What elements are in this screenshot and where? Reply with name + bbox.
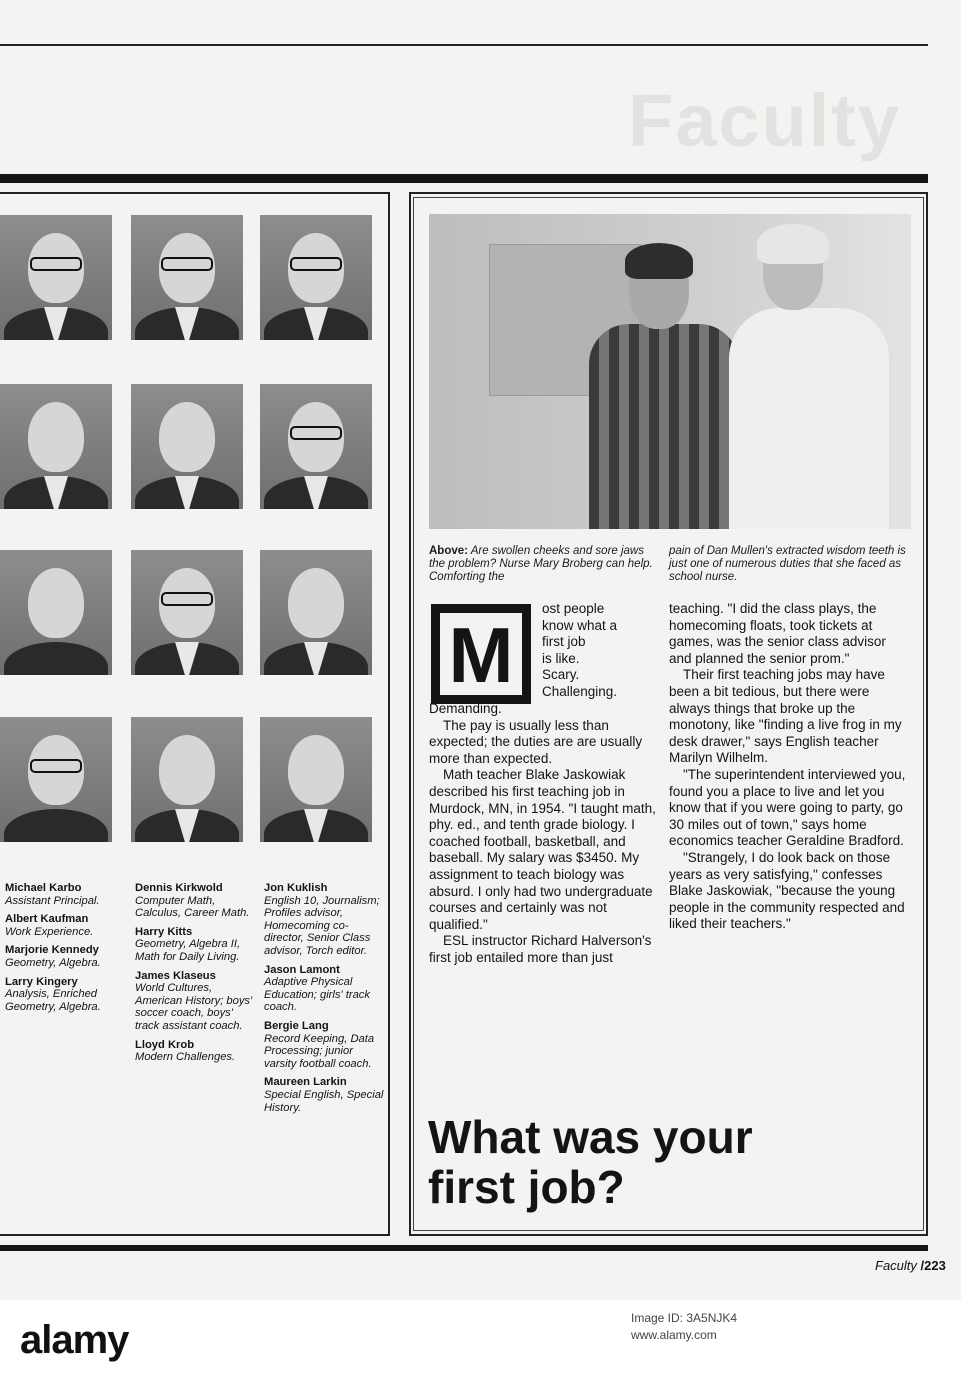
portrait-photo — [0, 384, 112, 509]
section-title: Faculty — [628, 79, 902, 162]
faculty-list-col2 — [135, 882, 255, 1070]
portrait-photo — [131, 717, 243, 842]
thick-rule — [0, 174, 928, 183]
faculty-entry: Maureen Larkin Special English, Special History. — [264, 1076, 384, 1114]
faculty-entry: Jason Lamont Adaptive Physical Education; girls' track coach. — [264, 963, 370, 1014]
faculty-entry: Lloyd Krob Modern Challenges. — [135, 1038, 236, 1064]
portrait-photo — [260, 384, 372, 509]
portrait-photo — [0, 215, 112, 340]
page-folio: Faculty /223 — [875, 1258, 946, 1273]
faculty-entry: Albert Kaufman Work Experience. — [5, 913, 94, 938]
portrait-photo — [131, 384, 243, 509]
drop-cap: M — [431, 604, 531, 704]
portrait-photo — [260, 550, 372, 675]
lead-lines: ost people know what a first job is like. Scary. Challenging. — [542, 601, 618, 699]
alamy-logo: alamy — [20, 1318, 129, 1362]
photo-caption-right: pain of Dan Mullen's extracted wisdom teeth is just one of numerous duties that she faced as school nurse. — [669, 545, 906, 583]
faculty-entry: Jon Kuklish English 10, Journalism; Profiles advisor, Homecoming co-director, Senior Class advisor, Torch editor. — [264, 882, 380, 957]
article-column-1: Demanding. The pay is usually less than expected; the duties are are usually more than expected. Math teacher Blake Jaskowiak described his first teaching job in Murdock, MN, in 1954. "I taught math, phy. ed., and tenth grade biology. I coached football, basketball, and baseball. My salary was $3450. My assignment to teach biology was absurd. I only had two undergraduate courses and certainly was not qualified." ESL instructor Richard Halverson's first job entailed more than just — [429, 701, 656, 965]
caption-label: Above: — [429, 545, 468, 557]
portrait-photo — [260, 717, 372, 842]
faculty-entry: Larry Kingery Analysis, Enriched Geometry, Algebra. — [5, 975, 101, 1013]
portrait-photo — [131, 215, 243, 340]
faculty-entry: Michael Karbo Assistant Principal. — [5, 882, 100, 907]
bottom-rule — [0, 1245, 928, 1251]
faculty-entry: Bergie Lang Record Keeping, Data Processing; junior varsity football coach. — [264, 1019, 375, 1070]
faculty-entry: James Klaseus World Cultures, American History; boys' soccer coach, boys' track assistant coach. — [135, 969, 253, 1032]
nurse-photo — [429, 214, 911, 529]
stock-footer — [0, 1300, 961, 1390]
top-rule — [0, 44, 928, 46]
portrait-photo — [131, 550, 243, 675]
faculty-list-col3 — [264, 882, 384, 1120]
article-headline: What was your first job? — [428, 1111, 753, 1213]
photo-caption-left: Above: Are swollen cheeks and sore jaws the problem? Nurse Mary Broberg can help. Comforting the — [429, 545, 653, 583]
faculty-entry: Dennis Kirkwold Computer Math, Calculus, Career Math. — [135, 882, 250, 920]
article-column-2: teaching. "I did the class plays, the homecoming floats, took tickets at games, was the senior class advisor and planned the senior prom." Their first teaching jobs may have been a bit tedious, but there were always things that broke up the monotony, like "finding a live frog in my desk drawer," says English teacher Marilyn Wilhelm. "The superintendent interviewed you, found you a place to live and let you know that if you were going to party, go 30 miles out of town," says home economics teacher Geraldine Bradford. "Strangely, I do look back on those years as very satisfying," confesses Blake Jaskowiak, "because the young people in the community respected and liked their teachers." — [669, 601, 906, 932]
faculty-entry: Marjorie Kennedy Geometry, Algebra. — [5, 944, 101, 969]
faculty-list-col1 — [5, 882, 130, 1019]
portrait-photo — [260, 215, 372, 340]
portrait-photo — [0, 717, 112, 842]
portrait-photo — [0, 550, 112, 675]
faculty-entry: Harry Kitts Geometry, Algebra II, Math for Daily Living. — [135, 925, 241, 963]
image-meta: Image ID: 3A5NJK4 www.alamy.com — [631, 1311, 738, 1342]
